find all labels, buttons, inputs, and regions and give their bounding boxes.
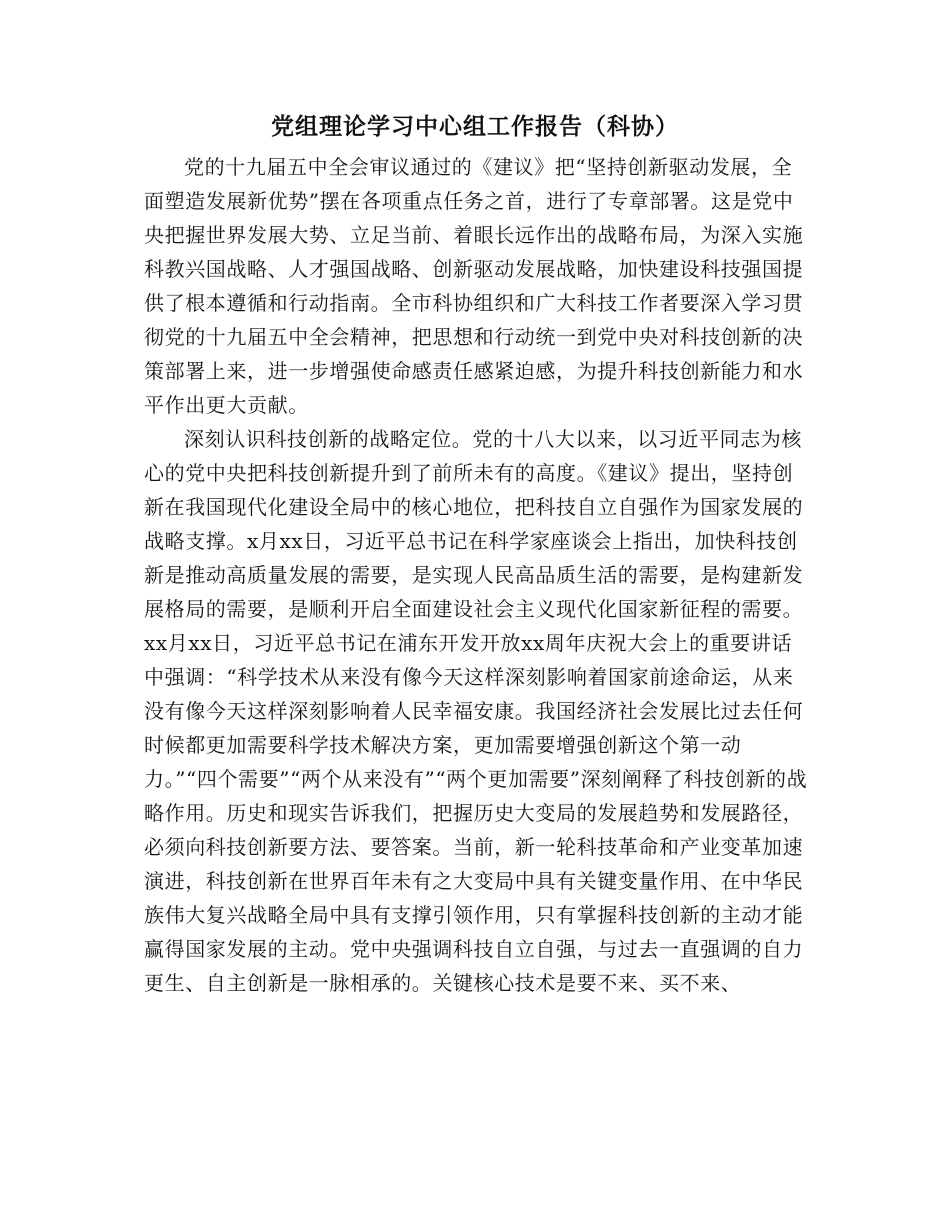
document-title: 党组理论学习中心组工作报告（科协） [271, 113, 679, 140]
paragraph-strategic-positioning: 深刻认识科技创新的战略定位。党的十八大以来，以习近平同志为核心的党中央把科技创新提升到了前所未有的高度。《建议》提出，坚持创新在我国现代化建设全局中的核心地位，把科技自立自强作为国家发展的战略支撑。x月xx日，习近平总书记在科学家座谈会上指出，加快科技创新是推动高质量发展的需要，是实现人民高品质生活的需要，是构建新发展格局的需要，是顺利开启全面建设社会主义现代化国家新征程的需要。xx月xx日，习近平总书记在浦东开发开放xx周年庆祝大会上的重要讲话中强调：“科学技术从来没有像今天这样深刻影响着国家前途命运，从来没有像今天这样深刻影响着人民幸福安康。我国经济社会发展比过去任何时候都更加需要科学技术解决方案，更加需要增强创新这个第一动力。”“四个需要”“两个从来没有”“两个更加需要”深刻阐释了科技创新的战略作用。历史和现实告诉我们，把握历史大变局的发展趋势和发展路径，必须向科技创新要方法、要答案。当前，新一轮科技革命和产业变革加速演进，科技创新在世界百年未有之大变局中具有关键变量作用、在中华民族伟大复兴战略全局中具有支撑引领作用，只有掌握科技创新的主动才能赢得国家发展的主动。党中央强调科技自立自强，与过去一直强调的自力更生、自主创新是一脉相承的。关键核心技术是要不来、买不来、 [144, 427, 808, 995]
paragraph-intro: 党的十九届五中全会审议通过的《建议》把“坚持创新驱动发展，全面塑造发展新优势”摆在各项重点任务之首，进行了专章部署。这是党中央把握世界发展大势、立足当前、着眼长远作出的战略布局，为深入实施科教兴国战略、人才强国战略、创新驱动发展战略，加快建设科技强国提供了根本遵循和行动指南。全市科协组织和广大科技工作者要深入学习贯彻党的十九届五中全会精神，把思想和行动统一到党中央对科技创新的决策部署上来，进一步增强使命感责任感紧迫感，为提升科技创新能力和水平作出更大贡献。 [144, 155, 804, 417]
document-body [144, 150, 808, 1000]
